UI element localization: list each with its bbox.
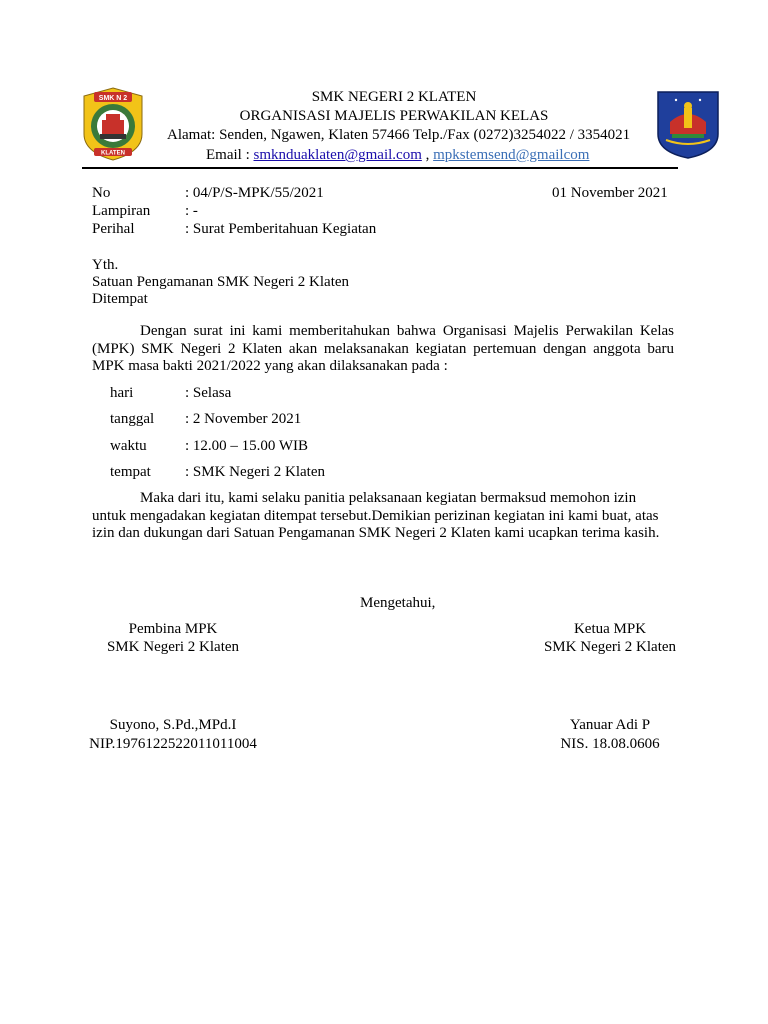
email-label: Email : — [206, 147, 250, 163]
detail-value-waktu: : 12.00 – 15.00 WIB — [185, 438, 309, 454]
letter-date: 01 November 2021 — [552, 185, 668, 201]
detail-label-tempat: tempat — [110, 464, 151, 480]
detail-label-hari: hari — [110, 385, 134, 401]
email-separator: , — [425, 147, 430, 163]
school-logo-icon — [80, 86, 146, 162]
paragraph-1-text: Dengan surat ini kami memberitahukan bahwa Organisasi Majelis Perwakilan Kelas (MPK) SMK Negeri 2 Klaten akan melaksanakan kegiatan pertemuan dengan anggota baru MPK masa bakti 2021/2022 yang akan dilaksanakan pada : — [92, 323, 674, 374]
body-paragraph-2 — [92, 490, 668, 543]
recipient-name: Satuan Pengamanan SMK Negeri 2 Klaten — [92, 274, 350, 290]
organization-name: ORGANISASI MAJELIS PERWAKILAN KELAS — [239, 108, 549, 124]
email-link-2[interactable]: mpkstemsend@gmailcom — [433, 147, 590, 163]
school-address: Alamat: Senden, Ngawen, Klaten 57466 Telp./Fax (0272)3254022 / 3354021 — [167, 127, 631, 143]
left-signer-org: SMK Negeri 2 Klaten — [106, 639, 240, 655]
school-name: SMK NEGERI 2 KLATEN — [311, 89, 477, 105]
right-signer-id: NIS. 18.08.0606 — [560, 736, 660, 752]
right-signer-org: SMK Negeri 2 Klaten — [543, 639, 677, 655]
school-logo — [80, 86, 146, 162]
perihal-label: Perihal — [92, 221, 135, 237]
regency-crest-icon — [656, 88, 720, 160]
regency-logo — [656, 88, 720, 160]
detail-value-hari: : Selasa — [185, 385, 232, 401]
detail-label-tanggal: tanggal — [110, 411, 155, 427]
email-line — [206, 146, 589, 164]
header-divider — [82, 167, 678, 169]
recipient-location: Ditempat — [92, 291, 148, 307]
lampiran-label: Lampiran — [92, 203, 151, 219]
recipient-salutation: Yth. — [92, 257, 119, 273]
detail-label-waktu: waktu — [110, 438, 147, 454]
right-signer-title: Ketua MPK — [573, 621, 647, 637]
body-paragraph-1 — [92, 323, 674, 376]
detail-value-tempat: : SMK Negeri 2 Klaten — [185, 464, 325, 480]
paragraph-2-text: Maka dari itu, kami selaku panitia pelaksanaan kegiatan bermaksud memohon izin untuk mengadakan kegiatan ditempat tersebut.Demikian perizinan kegiatan ini kami buat, atas izin dan dukungan dari Satuan Pengamanan SMK Negeri 2 Klaten kami ucapkan terima kasih. — [92, 490, 660, 541]
detail-value-tanggal: : 2 November 2021 — [185, 411, 302, 427]
lampiran-value: : - — [185, 203, 198, 219]
left-signer-name: Suyono, S.Pd.,MPd.I — [109, 717, 237, 733]
left-signer-title: Pembina MPK — [128, 621, 218, 637]
acknowledge-label: Mengetahui, — [360, 595, 436, 611]
logo-text-top: SMK N 2 — [98, 95, 128, 102]
logo-text-bottom: KLATEN — [101, 150, 125, 157]
email-link-1[interactable]: smknduaklaten@gmail.com — [253, 147, 422, 163]
right-signer-name: Yanuar Adi P — [569, 717, 651, 733]
no-label: No — [92, 185, 111, 201]
left-signer-id: NIP.1976122522011011004 — [89, 736, 257, 752]
perihal-value: : Surat Pemberitahuan Kegiatan — [185, 221, 377, 237]
no-value: : 04/P/S-MPK/55/2021 — [185, 185, 324, 201]
